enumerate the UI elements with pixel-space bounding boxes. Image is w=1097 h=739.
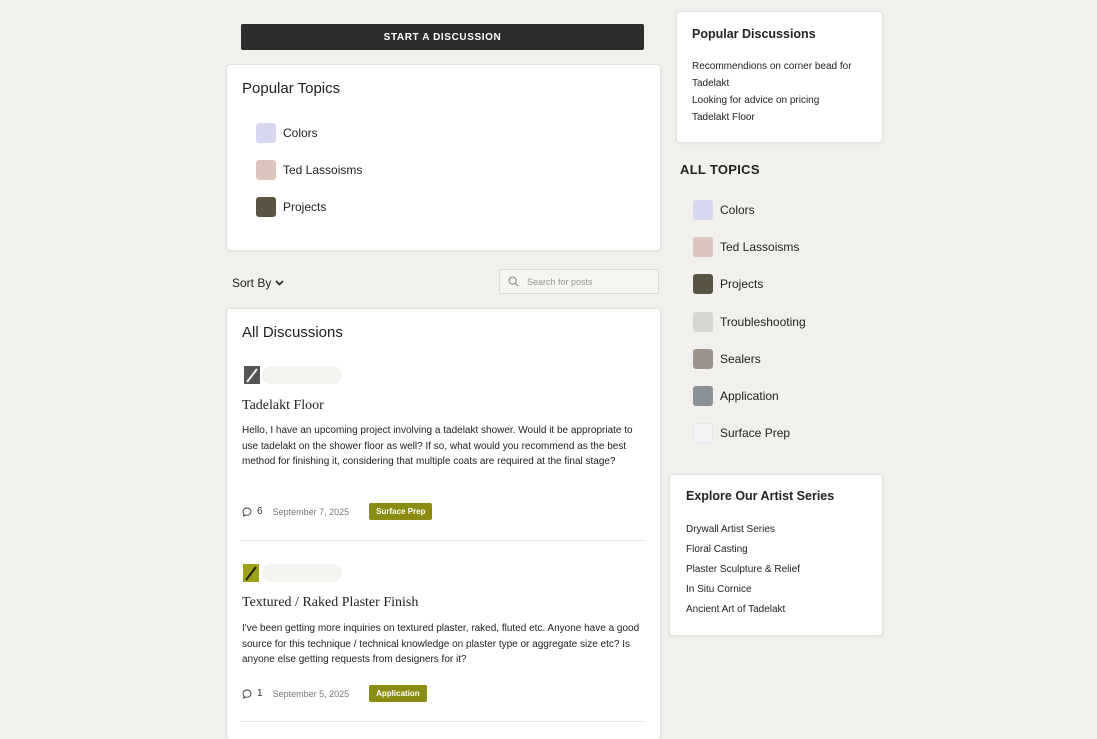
- topic-swatch: [256, 197, 276, 217]
- topic-link-surface-prep[interactable]: [693, 423, 790, 443]
- topic-label: Projects: [283, 200, 327, 214]
- popular-discussions-title: Popular Discussions: [692, 27, 816, 41]
- artist-series-card: [669, 474, 883, 636]
- topic-link-sealers[interactable]: [693, 349, 761, 369]
- search-box: [499, 269, 659, 294]
- popular-discussions-card: [676, 11, 883, 143]
- post-meta: [242, 685, 427, 702]
- post-divider: [241, 540, 644, 541]
- post-date: September 7, 2025: [272, 506, 350, 517]
- all-topics-heading: ALL TOPICS: [680, 162, 760, 177]
- topic-swatch: [693, 200, 713, 220]
- popular-topics-title: Popular Topics: [242, 80, 341, 97]
- popular-topic-projects[interactable]: [256, 197, 326, 217]
- topic-link-projects[interactable]: [693, 274, 763, 294]
- post-excerpt: I've been getting more inquiries on textured plaster, raked, fluted etc. Anyone have a good source for this technique / technical knowledge on plaster type or aggregate size etc? Is anyone else getting requests from designers for it?: [242, 623, 640, 665]
- topic-link-colors[interactable]: [693, 200, 755, 220]
- post-tag[interactable]: Surface Prep: [369, 503, 432, 520]
- topic-swatch: [693, 312, 713, 332]
- post-title[interactable]: Tadelakt Floor: [242, 398, 324, 413]
- popular-topic-colors[interactable]: [256, 123, 318, 143]
- comment-count-value: 1: [257, 688, 263, 699]
- post-date: September 5, 2025: [272, 688, 350, 699]
- comment-icon: [242, 689, 252, 699]
- comment-count: [242, 506, 263, 517]
- topic-swatch: [693, 423, 713, 443]
- topic-label: Surface Prep: [720, 426, 791, 440]
- post-divider: [241, 721, 644, 722]
- artist-series-link[interactable]: Drywall Artist Series: [686, 524, 775, 535]
- post-title[interactable]: Textured / Raked Plaster Finish: [242, 595, 419, 610]
- popular-topics-card: [226, 64, 661, 251]
- username-placeholder: [262, 366, 342, 384]
- topic-label: Troubleshooting: [720, 315, 806, 329]
- topic-link-troubleshooting[interactable]: [693, 312, 806, 332]
- artist-series-link[interactable]: Ancient Art of Tadelakt: [686, 604, 786, 615]
- popular-topic-ted-lassoisms[interactable]: [256, 160, 362, 180]
- topic-label: Projects: [720, 277, 764, 291]
- topic-label: Colors: [720, 203, 755, 217]
- post-tag[interactable]: Application: [369, 685, 427, 702]
- topic-label: Ted Lassoisms: [283, 163, 363, 177]
- user-avatar: [244, 366, 260, 384]
- topic-swatch: [256, 160, 276, 180]
- user-avatar: [243, 564, 259, 582]
- popular-discussion-link[interactable]: Recommendions on corner bead for Tadelakt: [692, 61, 852, 89]
- popular-discussion-link[interactable]: Looking for advice on pricing Tadelakt Floor: [692, 95, 820, 123]
- chevron-down-icon: [275, 280, 284, 286]
- topic-swatch: [693, 274, 713, 294]
- topic-link-ted-lassoisms[interactable]: [693, 237, 799, 257]
- topic-swatch: [693, 237, 713, 257]
- topic-label: Sealers: [720, 352, 761, 366]
- comment-icon: [242, 507, 252, 517]
- search-input[interactable]: [525, 276, 649, 288]
- topic-label: Ted Lassoisms: [720, 240, 800, 254]
- topic-label: Application: [720, 389, 779, 403]
- comment-count: [242, 688, 263, 699]
- topic-swatch: [693, 349, 713, 369]
- search-icon: [508, 276, 519, 287]
- artist-series-link[interactable]: Plaster Sculpture & Relief: [686, 564, 800, 575]
- sort-by-label: Sort By: [232, 276, 272, 290]
- artist-series-link[interactable]: In Situ Cornice: [686, 584, 752, 595]
- topic-link-application[interactable]: [693, 386, 779, 406]
- topic-label: Colors: [283, 126, 318, 140]
- username-placeholder: [262, 564, 342, 582]
- all-discussions-title: All Discussions: [242, 324, 343, 341]
- artist-series-title: Explore Our Artist Series: [686, 489, 835, 503]
- sort-by-dropdown[interactable]: [232, 276, 284, 290]
- topic-swatch: [256, 123, 276, 143]
- post-excerpt: Hello, I have an upcoming project involving a tadelakt shower. Would it be appropriate to use tadelakt on the shower floor as well? If so, what would you recommend as the best method for finishing it, considering that multiple coats are required at the final stage?: [242, 425, 633, 467]
- comment-count-value: 6: [257, 506, 263, 517]
- topic-swatch: [693, 386, 713, 406]
- start-discussion-button[interactable]: START A DISCUSSION: [241, 24, 644, 50]
- artist-series-link[interactable]: Floral Casting: [686, 544, 748, 555]
- post-meta: [242, 503, 432, 520]
